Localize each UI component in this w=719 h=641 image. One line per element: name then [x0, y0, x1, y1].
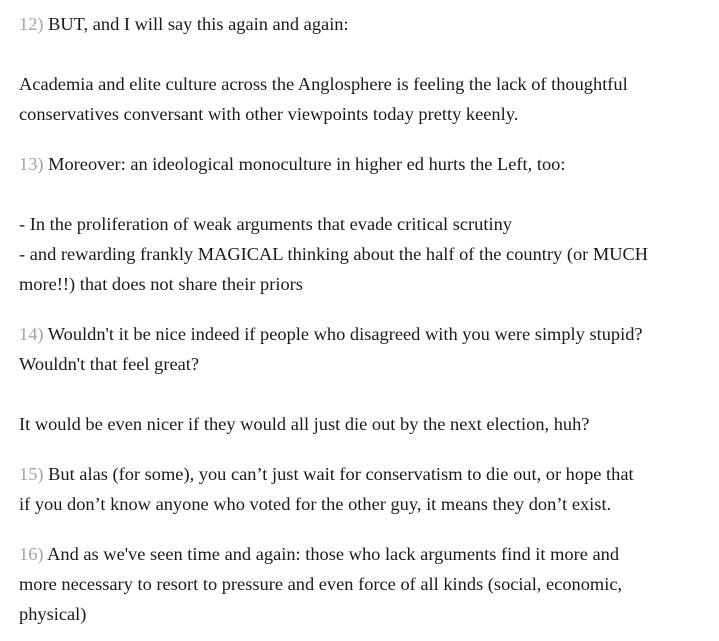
text-line: [19, 9, 717, 39]
paragraph-line: Academia and elite culture across the Anglosphere is feeling the lack of thoughtful: [19, 74, 628, 94]
paragraph-line: BUT, and I will say this again and again:: [48, 14, 349, 34]
paragraph-line: - In the proliferation of weak arguments that evade critical scrutiny: [19, 214, 512, 234]
thread-item-14: [19, 319, 717, 379]
paragraph-line: And as we've seen time and again: those who lack arguments find it more and: [47, 544, 620, 564]
paragraph-line: - and rewarding frankly MAGICAL thinking about the half of the country (or MUCH: [19, 244, 649, 264]
text-line: [19, 149, 717, 179]
thread-item-12: [19, 9, 717, 39]
item-number: 12): [19, 14, 44, 34]
item-number: 15): [19, 464, 44, 484]
thread-item-14-paragraph-2: [19, 409, 717, 439]
text-line: [19, 319, 717, 349]
paragraph-line: if you don’t know anyone who voted for the other guy, it means they don’t exist.: [19, 494, 612, 514]
paragraph-line: physical): [19, 604, 87, 624]
paragraph-line: Wouldn't that feel great?: [19, 354, 200, 374]
item-number: 16): [19, 544, 44, 564]
paragraph-line: It would be even nicer if they would all just die out by the next election, huh?: [19, 414, 590, 434]
thread-item-13: [19, 149, 717, 179]
thread-item-12-paragraph-2: [19, 69, 717, 129]
text-line: [19, 539, 717, 569]
paragraph-line: more necessary to resort to pressure and even force of all kinds (social, economic,: [19, 574, 623, 594]
item-number: 13): [19, 154, 44, 174]
thread-item-16: [19, 539, 717, 629]
paragraph-line: Moreover: an ideological monoculture in higher ed hurts the Left, too:: [48, 154, 566, 174]
item-number: 14): [19, 324, 44, 344]
thread-item-15: [19, 459, 717, 519]
paragraph-line: conservatives conversant with other viewpoints today pretty keenly.: [19, 104, 519, 124]
paragraph-line: Wouldn't it be nice indeed if people who disagreed with you were simply stupid?: [47, 324, 643, 344]
thread-item-13-paragraph-2: [19, 209, 717, 299]
paragraph-line: But alas (for some), you can’t just wait for conservatism to die out, or hope that: [48, 464, 634, 484]
paragraph-line: more!!) that does not share their priors: [19, 274, 303, 294]
text-line: [19, 459, 717, 489]
